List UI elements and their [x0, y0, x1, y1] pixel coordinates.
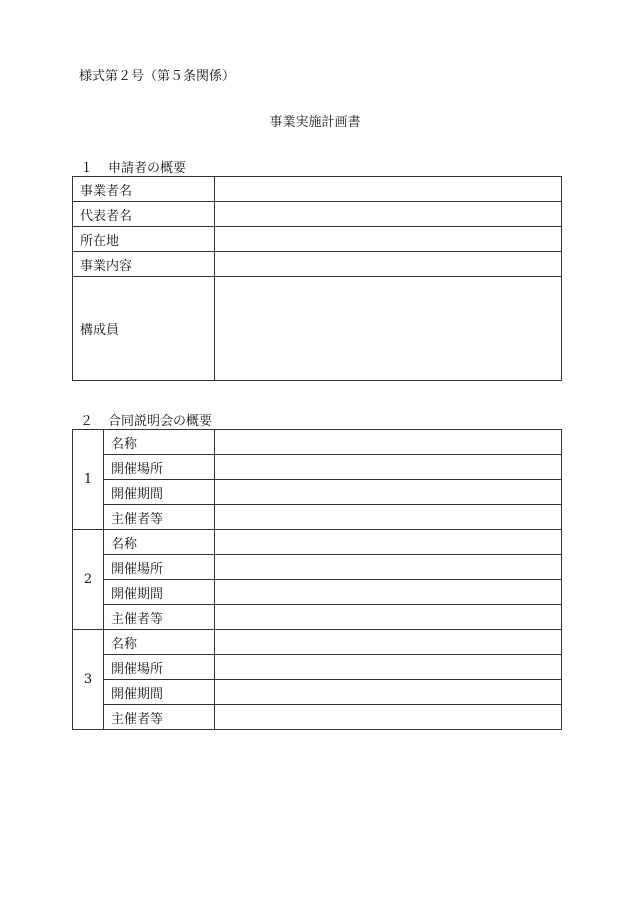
row-label-venue: 開催場所: [104, 555, 215, 580]
row-label-address: 所在地: [73, 227, 215, 252]
row-label-period: 開催期間: [104, 580, 215, 605]
session2-name-field[interactable]: [215, 530, 562, 555]
section1-title: 申請者の概要: [108, 161, 187, 176]
row-label-period: 開催期間: [104, 680, 215, 705]
session1-period-field[interactable]: [215, 480, 562, 505]
applicant-table: [72, 176, 562, 381]
section2-heading: [80, 410, 212, 429]
table-row: [73, 630, 562, 655]
briefing-session-table: [72, 429, 562, 730]
row-label-business-content: 事業内容: [73, 252, 215, 277]
table-row: [73, 680, 562, 705]
table-row: [73, 580, 562, 605]
table-row: [73, 202, 562, 227]
group-number-3: 3: [73, 630, 104, 730]
table-row: [73, 480, 562, 505]
address-field[interactable]: [215, 227, 562, 252]
document-title: 事業実施計画書: [269, 115, 361, 130]
form-number: 様式第２号（第５条関係）: [79, 69, 236, 84]
session3-organizer-field[interactable]: [215, 705, 562, 730]
section2-number: ２: [80, 414, 94, 429]
session1-name-field[interactable]: [215, 430, 562, 455]
business-name-field[interactable]: [215, 177, 562, 202]
table-row: [73, 455, 562, 480]
table-row: [73, 530, 562, 555]
section1-heading: [80, 157, 186, 176]
row-label-period: 開催期間: [104, 480, 215, 505]
table-row: [73, 505, 562, 530]
table-row: [73, 227, 562, 252]
row-label-venue: 開催場所: [104, 655, 215, 680]
table-row: [73, 177, 562, 202]
section1-number: １: [80, 161, 94, 176]
row-label-business-name: 事業者名: [73, 177, 215, 202]
table-row: [73, 252, 562, 277]
session2-period-field[interactable]: [215, 580, 562, 605]
session2-venue-field[interactable]: [215, 555, 562, 580]
session1-venue-field[interactable]: [215, 455, 562, 480]
session3-period-field[interactable]: [215, 680, 562, 705]
representative-field[interactable]: [215, 202, 562, 227]
group-number-1: 1: [73, 430, 104, 530]
session3-venue-field[interactable]: [215, 655, 562, 680]
row-label-representative: 代表者名: [73, 202, 215, 227]
business-content-field[interactable]: [215, 252, 562, 277]
row-label-organizer: 主催者等: [104, 505, 215, 530]
table-row: [73, 555, 562, 580]
table-row: [73, 605, 562, 630]
table-row: [73, 277, 562, 381]
row-label-name: 名称: [104, 430, 215, 455]
row-label-venue: 開催場所: [104, 455, 215, 480]
row-label-name: 名称: [104, 630, 215, 655]
row-label-name: 名称: [104, 530, 215, 555]
session1-organizer-field[interactable]: [215, 505, 562, 530]
section2-title: 合同説明会の概要: [108, 414, 213, 429]
members-field[interactable]: [215, 277, 562, 381]
group-number-2: 2: [73, 530, 104, 630]
session2-organizer-field[interactable]: [215, 605, 562, 630]
row-label-organizer: 主催者等: [104, 705, 215, 730]
table-row: [73, 655, 562, 680]
table-row: [73, 705, 562, 730]
table-row: [73, 430, 562, 455]
session3-name-field[interactable]: [215, 630, 562, 655]
row-label-organizer: 主催者等: [104, 605, 215, 630]
row-label-members: 構成員: [73, 277, 215, 381]
